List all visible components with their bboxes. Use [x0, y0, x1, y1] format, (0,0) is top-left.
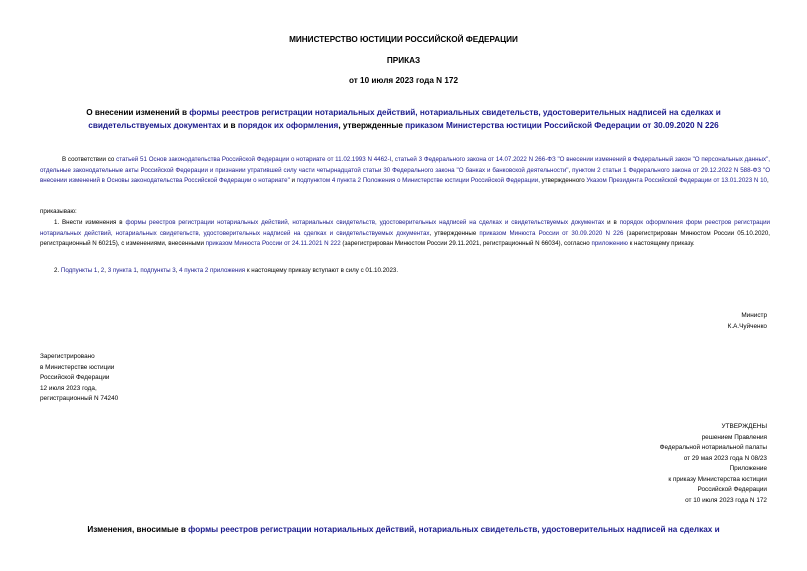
- registration-line: Российской Федерации: [40, 374, 110, 381]
- changes-heading: [0, 525, 807, 534]
- registration-block: [40, 352, 118, 405]
- preamble-text: , утвержденного: [538, 177, 587, 184]
- approval-line: решением Правления: [701, 433, 767, 441]
- item-text: ,: [97, 267, 101, 274]
- item-1-paragraph: [40, 218, 770, 250]
- link-subitem-4-point-2[interactable]: 4 пункта 2: [179, 267, 209, 274]
- title-text: О внесении изменений в: [86, 108, 190, 117]
- changes-heading-text: Изменения, вносимые в: [87, 525, 189, 534]
- approval-line: к приказу Министерства юстиции: [668, 475, 767, 483]
- preamble-text: ,: [766, 177, 769, 184]
- approval-line: от 10 июля 2023 года N 172: [685, 496, 767, 504]
- approval-line: Федеральной нотариальной палаты: [659, 444, 767, 451]
- item-text: ,: [136, 267, 141, 274]
- approval-line: от 29 мая 2023 года N 08/23: [683, 454, 767, 462]
- link-procedure[interactable]: порядок оформления форм реестров регистрации нотариальных действий, нотариальных свидетельств, удостоверительных надписей на сделках и свидетельствуемых документах: [40, 219, 771, 237]
- item-text: , утвержденные: [429, 229, 480, 237]
- link-appendix-2[interactable]: приложения: [210, 267, 246, 274]
- doc-type: ПРИКАЗ: [386, 56, 421, 65]
- preamble-text: и: [289, 177, 297, 184]
- signature-block: [728, 311, 767, 332]
- link-order-222[interactable]: приказом Минюста России от 24.11.2021 N 222: [205, 240, 341, 247]
- approval-block: [660, 422, 767, 506]
- link-order-226[interactable]: приказом Минюста России от 30.09.2020 N 226: [479, 229, 624, 237]
- prikazyvayu-label: приказываю:: [40, 208, 77, 215]
- title-text: и в: [220, 121, 238, 130]
- title-text: , утвержденные: [338, 121, 406, 130]
- item-text: ,: [175, 267, 180, 274]
- link-subitem-3-point-1[interactable]: 3 пункта 1: [107, 267, 137, 274]
- item-text: 1. Внести изменения в: [54, 219, 126, 226]
- registration-line: 12 июля 2023 года,: [40, 384, 97, 392]
- link-subitem-2[interactable]: 2: [100, 267, 105, 274]
- changes-heading-link[interactable]: формы реестров регистрации нотариальных действий, нотариальных свидетельств, удостоверительных надписей на сделках и: [188, 525, 720, 534]
- item-text: 2.: [54, 267, 61, 274]
- link-article-51[interactable]: статьей 51 Основ законодательства Российской Федерации о нотариате от 11.02.1993 N 4462-I: [116, 156, 392, 163]
- item-text: (зарегистрирован Минюстом России 29.11.2021, регистрационный N 66034), согласно: [340, 240, 592, 247]
- order-title: [58, 106, 749, 132]
- approval-line: Российской Федерации: [697, 486, 767, 493]
- doc-date-number: от 10 июля 2023 года N 172: [348, 76, 459, 85]
- item-2-paragraph: [40, 266, 770, 277]
- link-article-3-law-266[interactable]: статьей 3 Федерального закона от 14.07.2022 N 266-ФЗ "О внесении изменений в Федеральный закон "О персональных данных", отдельные законодательные акты Российской Федерации и признании утратившей силу части четырнадцатой статьи 30 Федерального закона "О банках и банковской деятельности": [40, 156, 770, 174]
- preamble-text: ,: [391, 156, 395, 163]
- approval-line: Приложение: [729, 465, 767, 472]
- item-text: ,: [104, 267, 108, 274]
- signature-name: К.А.Чуйченко: [727, 322, 767, 330]
- ministry-name: МИНИСТЕРСТВО ЮСТИЦИИ РОССИЙСКОЙ ФЕДЕРАЦИИ: [289, 35, 518, 44]
- item-text: и в: [604, 219, 620, 226]
- registration-line: регистрационный N 74240: [40, 395, 119, 402]
- preamble-paragraph: [40, 155, 770, 187]
- item-text: к настоящему приказу.: [627, 240, 695, 247]
- approval-line: УТВЕРЖДЕНЫ: [721, 423, 767, 430]
- title-link-forms[interactable]: формы реестров регистрации нотариальных действий, нотариальных свидетельств, удостоверительных надписей на сделках и свидетельствуемых документах: [88, 108, 721, 130]
- preamble-text: ,: [568, 166, 573, 174]
- link-subitems-3[interactable]: подпункты 3: [140, 267, 176, 274]
- registration-line: Зарегистрировано: [40, 353, 95, 360]
- title-link-procedure[interactable]: порядок их оформления: [237, 121, 339, 130]
- link-regulation-ministry[interactable]: подпунктом 4 пункта 2 Положения о Министерстве юстиции Российской Федерации: [296, 177, 539, 184]
- link-law-588[interactable]: пунктом 2 статьи 1 Федерального закона от 29.12.2022 N 588-ФЗ "О внесении изменений в Основы законодательства Российской Федерации о нотариате": [40, 166, 771, 184]
- link-subitem-1[interactable]: Подпункты 1: [60, 267, 98, 274]
- title-link-order-226[interactable]: приказом Министерства юстиции Российской Федерации от 30.09.2020 N 226: [405, 121, 719, 130]
- item-text: к настоящему приказу вступают в силу с 01.10.2023.: [245, 267, 399, 274]
- link-forms[interactable]: формы реестров регистрации нотариальных действий, нотариальных свидетельств, удостоверительных надписей на сделках и свидетельствуемых документах: [125, 219, 605, 226]
- link-appendix[interactable]: приложению: [591, 240, 628, 247]
- preamble-text: В соответствии со: [62, 156, 117, 163]
- item-text: (зарегистрирован Минюстом России 05.10.2020, регистрационный N 60215), с изменениями, внесенными: [40, 229, 770, 247]
- signature-position: Министр: [741, 312, 767, 319]
- link-presidential-decree[interactable]: Указом Президента Российской Федерации от 13.01.2023 N 10: [586, 177, 767, 184]
- registration-line: в Министерстве юстиции: [40, 363, 115, 371]
